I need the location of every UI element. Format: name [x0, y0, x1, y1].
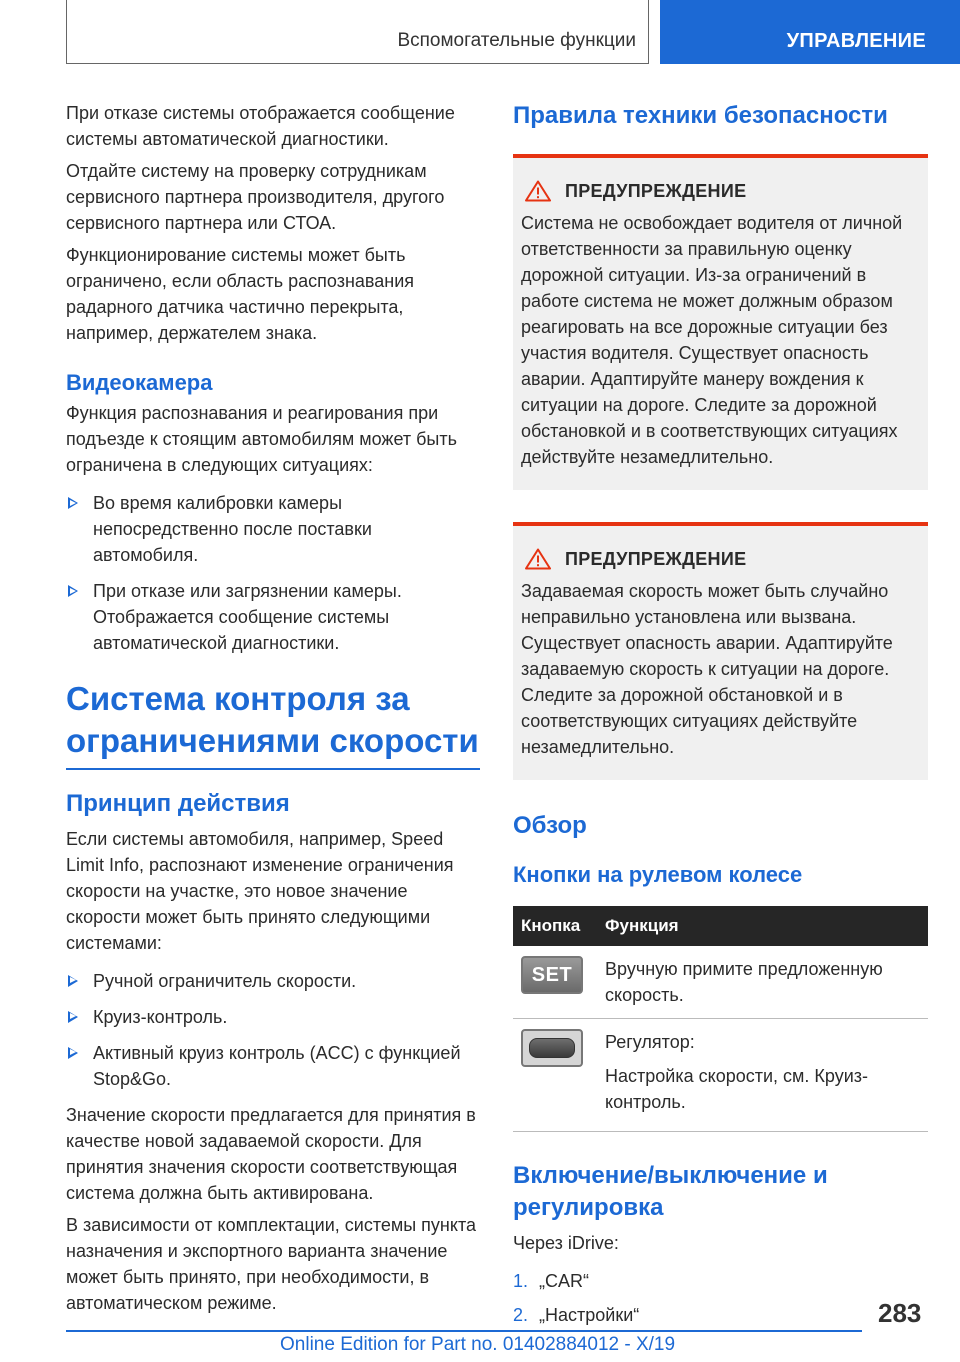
warning-triangle-icon	[525, 180, 551, 202]
camera-text: Функция распознавания и реагирования при подъезде к стоящим автомобилям может быть ограничена в следующих ситуациях:	[66, 403, 457, 475]
right-column	[513, 100, 928, 1336]
bullet-triangle-icon	[68, 585, 78, 597]
header-chapter-tab[interactable]	[660, 0, 960, 64]
principle-bullet-list	[66, 968, 480, 1092]
buttons-table	[513, 906, 928, 1132]
camera-heading: Видеокамера	[66, 370, 213, 395]
bullet-triangle-icon	[68, 975, 78, 987]
table-cell-function: Вручную примите предложенную скорость.	[597, 946, 928, 1019]
table-row	[513, 946, 928, 1019]
intro-paragraph-1: При отказе системы отображается сообщение системы автоматической диагностики.	[66, 103, 455, 149]
steps-list	[513, 1268, 928, 1328]
list-item: 1. „CAR“	[513, 1271, 589, 1291]
table-header-row	[513, 906, 928, 946]
page-number: 283	[878, 1298, 922, 1328]
outro-paragraph-2: В зависимости от комплектации, системы пункта назначения и экспортного варианта значение может быть принято, при необходимости, в автоматическом режиме.	[66, 1214, 477, 1313]
rocker-switch-icon	[521, 1029, 583, 1067]
principle-heading: Принцип действия	[66, 789, 290, 817]
via-text: Через iDrive:	[513, 1233, 619, 1253]
outro-paragraph-1: Значение скорости предлагается для принятия в качестве новой задаваемой скорости. Для принятия значения скорости соответствующая система должна быть активирована.	[66, 1104, 476, 1203]
warning-box-1	[513, 154, 928, 490]
list-item: 2. „Настройки“	[513, 1305, 640, 1325]
warning-title-row	[521, 548, 920, 570]
table-header-function: Функция	[597, 906, 928, 946]
overview-heading: Обзор	[513, 812, 587, 839]
table-row	[513, 1019, 928, 1132]
warning-title-row	[521, 180, 920, 202]
bullet-triangle-icon	[68, 1047, 78, 1059]
table-cell-function-text: Настройка скорости, см. Круиз-контроль.	[605, 1066, 868, 1112]
intro-paragraph-2: Отдайте систему на проверку сотрудникам сервисного партнера производителя, другого сервисного партнера или СТОА.	[66, 161, 445, 233]
camera-bullet-list	[66, 490, 480, 656]
main-heading-divider	[66, 768, 480, 770]
footer-edition: Online Edition for Part no. 01402884012 - X/19	[280, 1334, 676, 1355]
warning-title: ПРЕДУПРЕЖДЕНИЕ	[565, 180, 747, 201]
warning-title: ПРЕДУПРЕЖДЕНИЕ	[565, 548, 747, 569]
header-section-box	[66, 0, 649, 64]
bullet-triangle-icon	[68, 1011, 78, 1023]
buttons-heading: Кнопки на рулевом колесе	[513, 862, 803, 887]
header-chapter-title: УПРАВЛЕНИЕ	[786, 30, 926, 52]
set-button-icon: SET	[521, 956, 583, 994]
table-header-button: Кнопка	[513, 906, 597, 946]
principle-text: Если системы автомобиля, например, Speed Limit Info, распознают изменение ограничения скорости на участке, это новое значение скорости может быть принято следующими системами:	[66, 828, 454, 953]
safety-heading: Правила техники безопасности	[513, 102, 888, 129]
warning-triangle-icon	[525, 548, 551, 570]
warning-text: Система не освобождает водителя от личной ответственности за правильную оценку дорожной ситуации. Из-за ограничений в работе система не может должным образом реагировать на все дорожные ситуации без участия водителя. Существует опасность аварии. Адаптируйте манеру вождения к ситуации на дороге. Следите за дорожной обстановкой и в соответствующих ситуациях действуйте незамедлительно.	[521, 213, 903, 467]
list-item: Ручной ограничитель скорости.	[66, 968, 480, 994]
list-item: При отказе или загрязнении камеры. Отображается сообщение системы автоматической диагностики.	[66, 578, 480, 656]
footer-divider	[66, 1330, 862, 1332]
warning-text: Задаваемая скорость может быть случайно неправильно установлена или вызвана. Существует опасность аварии. Адаптируйте задаваемую скорость к ситуации на дороге. Следите за дорожной обстановкой и в соответствующих ситуациях действуйте незамедлительно.	[521, 581, 893, 757]
list-item: Во время калибровки камеры непосредственно после поставки автомобиля.	[66, 490, 480, 568]
main-heading: Система контроля за ограничениями скорости	[66, 680, 479, 759]
onoff-heading: Включение/выключение и регулировка	[513, 1162, 828, 1221]
left-column	[66, 100, 480, 1322]
warning-box-2	[513, 522, 928, 780]
table-cell-function-title: Регулятор:	[605, 1032, 695, 1052]
header-section-title: Вспомогательные функции	[397, 30, 636, 51]
list-item: Круиз-контроль.	[66, 1004, 480, 1030]
bullet-triangle-icon	[68, 497, 78, 509]
intro-paragraph-3: Функционирование системы может быть ограничено, если область распознавания радарного датчика частично перекрыта, например, держателем знака.	[66, 245, 415, 343]
list-item: Активный круиз контроль (ACC) с функцией Stop&Go.	[66, 1040, 480, 1092]
